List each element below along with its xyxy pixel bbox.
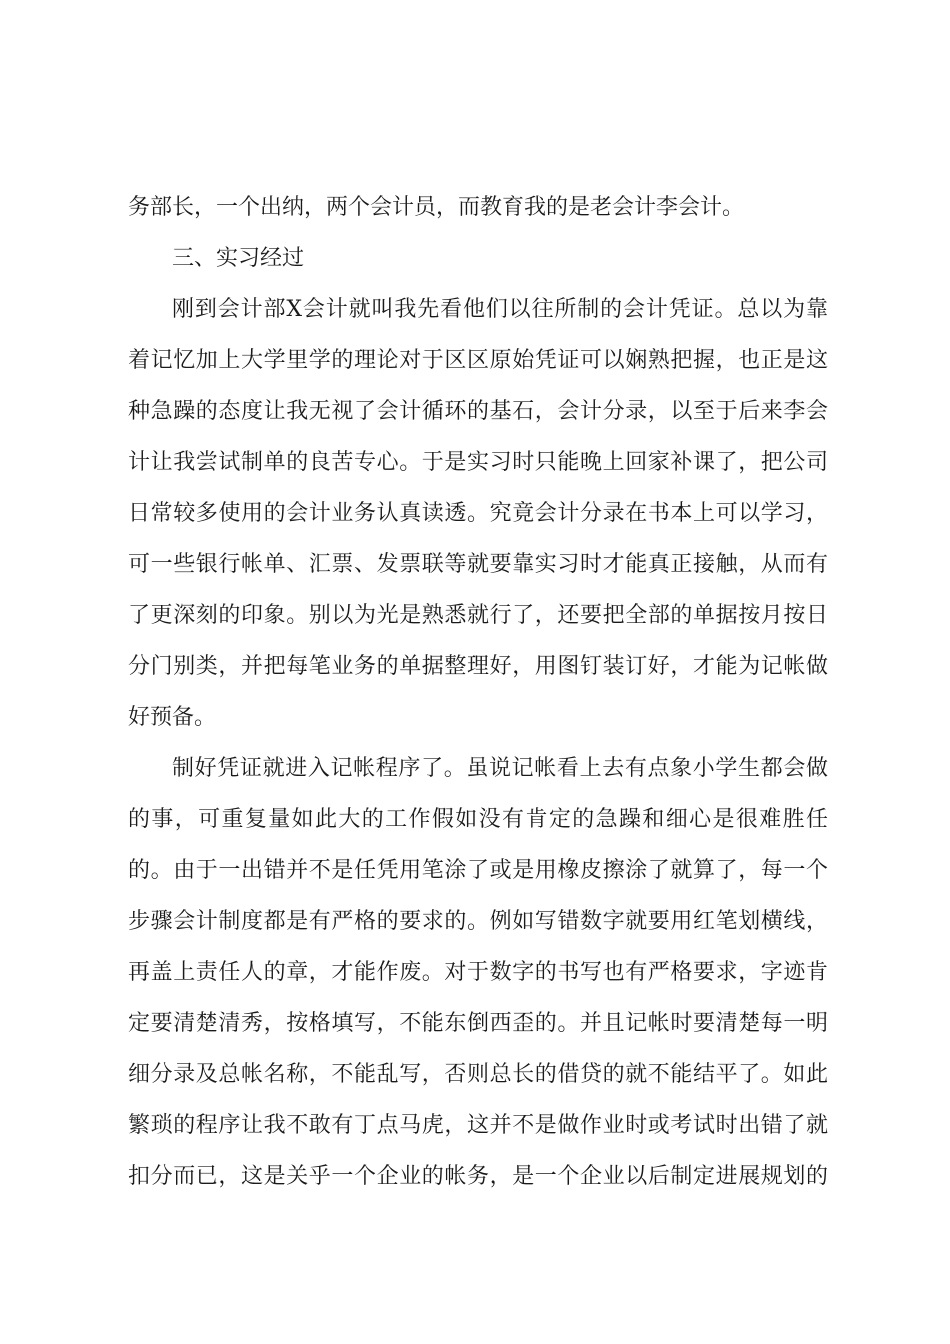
paragraph-line: 步骤会计制度都是有严格的要求的。例如写错数字就要用红笔划横线，: [128, 909, 828, 934]
paragraph-line: 再盖上责任人的章，才能作废。对于数字的书写也有严格要求，字迹肯: [128, 960, 828, 985]
paragraph-line: 好预备。: [128, 705, 217, 730]
section-heading: 三、实习经过: [172, 246, 305, 271]
paragraph-line: 繁琐的程序让我不敢有丁点马虎，这并不是做作业时或考试时出错了就: [128, 1113, 828, 1138]
paragraph-line: 计让我尝试制单的良苦专心。于是实习时只能晚上回家补课了，把公司: [128, 450, 828, 475]
paragraph-line: 的。由于一出错并不是任凭用笔涂了或是用橡皮擦涂了就算了，每一个: [128, 858, 828, 883]
paragraph-line: 可一些银行帐单、汇票、发票联等就要靠实习时才能真正接触，从而有: [128, 552, 828, 577]
paragraph-line: 刚到会计部X会计就叫我先看他们以往所制的会计凭证。总以为靠: [172, 297, 828, 322]
paragraph-line: 务部长，一个出纳，两个会计员，而教育我的是老会计李会计。: [128, 195, 745, 220]
document-body: [128, 186, 828, 1206]
paragraph-line: 日常较多使用的会计业务认真读透。究竟会计分录在书本上可以学习，: [128, 501, 828, 526]
paragraph-line: 种急躁的态度让我无视了会计循环的基石，会计分录，以至于后来李会: [128, 399, 828, 424]
paragraph-line: 了更深刻的印象。别以为光是熟悉就行了，还要把全部的单据按月按日: [128, 603, 828, 628]
paragraph-line: 的事，可重复量如此大的工作假如没有肯定的急躁和细心是很难胜任: [128, 807, 828, 832]
paragraph-line: 扣分而已，这是关乎一个企业的帐务，是一个企业以后制定进展规划的: [128, 1164, 828, 1189]
paragraph-line: 细分录及总帐名称，不能乱写，否则总长的借贷的就不能结平了。如此: [128, 1062, 828, 1087]
paragraph-line: 定要清楚清秀，按格填写，不能东倒西歪的。并且记帐时要清楚每一明: [128, 1011, 828, 1036]
paragraph-line: 着记忆加上大学里学的理论对于区区原始凭证可以娴熟把握，也正是这: [128, 348, 828, 373]
paragraph-line: 制好凭证就进入记帐程序了。虽说记帐看上去有点象小学生都会做: [172, 756, 828, 781]
paragraph-line: 分门别类，并把每笔业务的单据整理好，用图钉装订好，才能为记帐做: [128, 654, 828, 679]
